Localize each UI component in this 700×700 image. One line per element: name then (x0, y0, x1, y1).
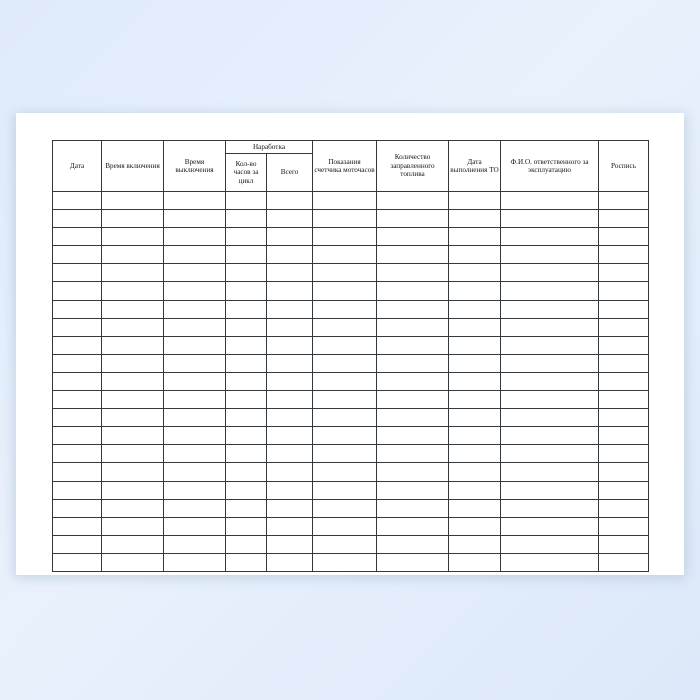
table-cell-to_date[interactable] (449, 445, 501, 463)
table-cell-to_date[interactable] (449, 463, 501, 481)
table-cell-counter[interactable] (313, 499, 377, 517)
table-cell-signature[interactable] (599, 445, 649, 463)
table-cell-responsible[interactable] (501, 553, 599, 571)
table-cell-responsible[interactable] (501, 535, 599, 553)
table-cell-counter[interactable] (313, 445, 377, 463)
table-cell-to_date[interactable] (449, 391, 501, 409)
table-cell-date[interactable] (53, 354, 102, 372)
table-cell-hours_per_cycle[interactable] (226, 427, 267, 445)
table-row (53, 228, 649, 246)
table-cell-signature[interactable] (599, 463, 649, 481)
table-cell-time_on[interactable] (102, 499, 164, 517)
table-cell-to_date[interactable] (449, 264, 501, 282)
table-cell-total[interactable] (267, 553, 313, 571)
table-cell-date[interactable] (53, 372, 102, 390)
log-table-container (52, 140, 648, 572)
header-row-group (53, 141, 649, 154)
table-cell-fuel[interactable] (377, 300, 449, 318)
col-header-narabotka-group: Наработка (226, 141, 313, 154)
table-cell-time_on[interactable] (102, 481, 164, 499)
table-cell-time_off[interactable] (164, 264, 226, 282)
table-cell-fuel[interactable] (377, 192, 449, 210)
table-cell-fuel[interactable] (377, 282, 449, 300)
table-cell-fuel[interactable] (377, 228, 449, 246)
table-cell-date[interactable] (53, 427, 102, 445)
table-cell-fuel[interactable] (377, 463, 449, 481)
table-cell-time_on[interactable] (102, 553, 164, 571)
table-cell-date[interactable] (53, 282, 102, 300)
table-row (53, 463, 649, 481)
table-cell-total[interactable] (267, 228, 313, 246)
table-cell-time_on[interactable] (102, 210, 164, 228)
table-cell-hours_per_cycle[interactable] (226, 463, 267, 481)
table-cell-total[interactable] (267, 409, 313, 427)
table-cell-time_on[interactable] (102, 372, 164, 390)
table-cell-signature[interactable] (599, 372, 649, 390)
table-row (53, 391, 649, 409)
table-cell-time_on[interactable] (102, 336, 164, 354)
table-row (53, 318, 649, 336)
table-cell-responsible[interactable] (501, 318, 599, 336)
table-cell-time_off[interactable] (164, 282, 226, 300)
table-cell-hours_per_cycle[interactable] (226, 499, 267, 517)
table-cell-counter[interactable] (313, 300, 377, 318)
table-cell-signature[interactable] (599, 481, 649, 499)
table-cell-responsible[interactable] (501, 264, 599, 282)
table-cell-date[interactable] (53, 246, 102, 264)
table-row (53, 210, 649, 228)
table-cell-to_date[interactable] (449, 481, 501, 499)
table-cell-fuel[interactable] (377, 445, 449, 463)
table-cell-time_off[interactable] (164, 318, 226, 336)
table-cell-date[interactable] (53, 336, 102, 354)
table-cell-signature[interactable] (599, 336, 649, 354)
table-cell-to_date[interactable] (449, 354, 501, 372)
table-cell-to_date[interactable] (449, 409, 501, 427)
table-cell-to_date[interactable] (449, 553, 501, 571)
table-cell-counter[interactable] (313, 228, 377, 246)
table-cell-signature[interactable] (599, 499, 649, 517)
table-cell-responsible[interactable] (501, 372, 599, 390)
table-cell-hours_per_cycle[interactable] (226, 336, 267, 354)
table-cell-responsible[interactable] (501, 192, 599, 210)
table-body (53, 192, 649, 572)
table-cell-total[interactable] (267, 264, 313, 282)
table-cell-time_off[interactable] (164, 499, 226, 517)
table-cell-signature[interactable] (599, 282, 649, 300)
table-cell-time_on[interactable] (102, 391, 164, 409)
table-cell-hours_per_cycle[interactable] (226, 228, 267, 246)
table-cell-responsible[interactable] (501, 517, 599, 535)
table-cell-fuel[interactable] (377, 210, 449, 228)
table-cell-hours_per_cycle[interactable] (226, 409, 267, 427)
table-row (53, 481, 649, 499)
col-header-responsible: Ф.И.О. ответственного за эксплуатацию (501, 141, 599, 192)
table-cell-time_off[interactable] (164, 246, 226, 264)
table-cell-time_on[interactable] (102, 318, 164, 336)
table-cell-fuel[interactable] (377, 427, 449, 445)
document-page (16, 113, 684, 575)
table-cell-signature[interactable] (599, 264, 649, 282)
table-cell-hours_per_cycle[interactable] (226, 246, 267, 264)
table-row (53, 553, 649, 571)
table-cell-responsible[interactable] (501, 499, 599, 517)
table-cell-counter[interactable] (313, 517, 377, 535)
table-cell-fuel[interactable] (377, 481, 449, 499)
table-cell-fuel[interactable] (377, 336, 449, 354)
table-cell-time_off[interactable] (164, 354, 226, 372)
table-cell-fuel[interactable] (377, 553, 449, 571)
table-cell-date[interactable] (53, 517, 102, 535)
table-cell-hours_per_cycle[interactable] (226, 391, 267, 409)
table-cell-date[interactable] (53, 535, 102, 553)
table-cell-total[interactable] (267, 535, 313, 553)
table-cell-time_off[interactable] (164, 300, 226, 318)
table-cell-counter[interactable] (313, 282, 377, 300)
table-row (53, 246, 649, 264)
table-cell-to_date[interactable] (449, 499, 501, 517)
table-row (53, 264, 649, 282)
table-cell-to_date[interactable] (449, 427, 501, 445)
table-cell-fuel[interactable] (377, 354, 449, 372)
table-cell-hours_per_cycle[interactable] (226, 192, 267, 210)
table-cell-time_on[interactable] (102, 246, 164, 264)
table-cell-time_off[interactable] (164, 192, 226, 210)
col-header-hours-per-cycle: Кол-во часов за цикл (226, 153, 267, 191)
table-cell-counter[interactable] (313, 246, 377, 264)
table-cell-signature[interactable] (599, 517, 649, 535)
table-cell-fuel[interactable] (377, 535, 449, 553)
table-cell-responsible[interactable] (501, 210, 599, 228)
table-cell-counter[interactable] (313, 463, 377, 481)
table-cell-time_off[interactable] (164, 481, 226, 499)
table-cell-fuel[interactable] (377, 391, 449, 409)
table-cell-total[interactable] (267, 372, 313, 390)
table-cell-hours_per_cycle[interactable] (226, 318, 267, 336)
table-row (53, 300, 649, 318)
table-cell-to_date[interactable] (449, 517, 501, 535)
table-cell-responsible[interactable] (501, 409, 599, 427)
col-header-signature: Роспись (599, 141, 649, 192)
table-cell-signature[interactable] (599, 553, 649, 571)
table-cell-total[interactable] (267, 282, 313, 300)
table-cell-time_off[interactable] (164, 463, 226, 481)
table-cell-hours_per_cycle[interactable] (226, 300, 267, 318)
table-cell-counter[interactable] (313, 391, 377, 409)
table-cell-counter[interactable] (313, 192, 377, 210)
table-cell-responsible[interactable] (501, 481, 599, 499)
table-cell-total[interactable] (267, 463, 313, 481)
table-cell-responsible[interactable] (501, 391, 599, 409)
table-cell-date[interactable] (53, 210, 102, 228)
table-cell-time_on[interactable] (102, 427, 164, 445)
table-cell-responsible[interactable] (501, 246, 599, 264)
table-row (53, 499, 649, 517)
table-cell-time_on[interactable] (102, 354, 164, 372)
table-cell-total[interactable] (267, 300, 313, 318)
table-cell-date[interactable] (53, 391, 102, 409)
table-cell-total[interactable] (267, 391, 313, 409)
table-cell-time_off[interactable] (164, 427, 226, 445)
table-cell-counter[interactable] (313, 210, 377, 228)
log-table (52, 140, 649, 572)
table-row (53, 192, 649, 210)
table-cell-fuel[interactable] (377, 318, 449, 336)
table-cell-signature[interactable] (599, 427, 649, 445)
table-cell-time_off[interactable] (164, 517, 226, 535)
table-cell-total[interactable] (267, 517, 313, 535)
table-row (53, 336, 649, 354)
table-cell-hours_per_cycle[interactable] (226, 210, 267, 228)
table-cell-date[interactable] (53, 499, 102, 517)
table-cell-total[interactable] (267, 192, 313, 210)
table-cell-to_date[interactable] (449, 246, 501, 264)
table-row (53, 427, 649, 445)
table-cell-counter[interactable] (313, 427, 377, 445)
table-cell-date[interactable] (53, 300, 102, 318)
table-cell-time_off[interactable] (164, 210, 226, 228)
col-header-counter: Показания счетчика моточасов (313, 141, 377, 192)
col-header-fuel: Количество заправленного топлива (377, 141, 449, 192)
table-cell-time_off[interactable] (164, 391, 226, 409)
table-head (53, 141, 649, 192)
table-cell-signature[interactable] (599, 354, 649, 372)
table-cell-signature[interactable] (599, 192, 649, 210)
table-cell-time_off[interactable] (164, 372, 226, 390)
table-cell-to_date[interactable] (449, 210, 501, 228)
table-cell-time_off[interactable] (164, 336, 226, 354)
table-cell-responsible[interactable] (501, 228, 599, 246)
table-cell-signature[interactable] (599, 300, 649, 318)
table-cell-time_on[interactable] (102, 228, 164, 246)
table-row (53, 535, 649, 553)
table-cell-date[interactable] (53, 318, 102, 336)
table-cell-hours_per_cycle[interactable] (226, 535, 267, 553)
table-cell-counter[interactable] (313, 481, 377, 499)
table-row (53, 517, 649, 535)
table-cell-total[interactable] (267, 210, 313, 228)
table-cell-time_off[interactable] (164, 535, 226, 553)
table-cell-date[interactable] (53, 228, 102, 246)
table-cell-signature[interactable] (599, 210, 649, 228)
table-cell-time_on[interactable] (102, 463, 164, 481)
table-cell-hours_per_cycle[interactable] (226, 354, 267, 372)
table-cell-total[interactable] (267, 246, 313, 264)
table-cell-signature[interactable] (599, 409, 649, 427)
table-cell-responsible[interactable] (501, 282, 599, 300)
table-cell-counter[interactable] (313, 354, 377, 372)
col-header-date: Дата (53, 141, 102, 192)
table-cell-total[interactable] (267, 481, 313, 499)
table-cell-fuel[interactable] (377, 246, 449, 264)
table-cell-time_off[interactable] (164, 445, 226, 463)
table-cell-to_date[interactable] (449, 228, 501, 246)
table-cell-to_date[interactable] (449, 336, 501, 354)
table-cell-time_on[interactable] (102, 409, 164, 427)
table-cell-hours_per_cycle[interactable] (226, 372, 267, 390)
table-cell-to_date[interactable] (449, 282, 501, 300)
table-cell-responsible[interactable] (501, 427, 599, 445)
table-cell-date[interactable] (53, 481, 102, 499)
table-cell-responsible[interactable] (501, 336, 599, 354)
table-cell-counter[interactable] (313, 264, 377, 282)
col-header-time-off: Время выключения (164, 141, 226, 192)
table-cell-time_on[interactable] (102, 282, 164, 300)
table-cell-total[interactable] (267, 354, 313, 372)
table-cell-date[interactable] (53, 445, 102, 463)
table-cell-counter[interactable] (313, 553, 377, 571)
table-cell-time_on[interactable] (102, 517, 164, 535)
table-cell-responsible[interactable] (501, 463, 599, 481)
table-cell-responsible[interactable] (501, 445, 599, 463)
table-cell-responsible[interactable] (501, 354, 599, 372)
table-cell-signature[interactable] (599, 246, 649, 264)
table-cell-hours_per_cycle[interactable] (226, 264, 267, 282)
table-cell-time_off[interactable] (164, 409, 226, 427)
table-cell-counter[interactable] (313, 336, 377, 354)
table-cell-total[interactable] (267, 318, 313, 336)
table-cell-fuel[interactable] (377, 499, 449, 517)
table-cell-date[interactable] (53, 264, 102, 282)
table-cell-total[interactable] (267, 499, 313, 517)
table-row (53, 445, 649, 463)
table-cell-time_on[interactable] (102, 445, 164, 463)
table-cell-date[interactable] (53, 409, 102, 427)
table-cell-hours_per_cycle[interactable] (226, 282, 267, 300)
table-cell-to_date[interactable] (449, 372, 501, 390)
table-cell-time_on[interactable] (102, 535, 164, 553)
table-cell-total[interactable] (267, 427, 313, 445)
table-cell-fuel[interactable] (377, 409, 449, 427)
table-cell-total[interactable] (267, 445, 313, 463)
table-cell-hours_per_cycle[interactable] (226, 445, 267, 463)
table-cell-time_on[interactable] (102, 192, 164, 210)
table-cell-hours_per_cycle[interactable] (226, 517, 267, 535)
table-cell-signature[interactable] (599, 228, 649, 246)
table-row (53, 372, 649, 390)
table-cell-date[interactable] (53, 192, 102, 210)
table-cell-date[interactable] (53, 463, 102, 481)
table-row (53, 282, 649, 300)
table-cell-fuel[interactable] (377, 517, 449, 535)
table-cell-signature[interactable] (599, 535, 649, 553)
table-cell-to_date[interactable] (449, 535, 501, 553)
table-cell-responsible[interactable] (501, 300, 599, 318)
table-cell-counter[interactable] (313, 409, 377, 427)
table-cell-to_date[interactable] (449, 318, 501, 336)
table-cell-hours_per_cycle[interactable] (226, 481, 267, 499)
table-cell-total[interactable] (267, 336, 313, 354)
table-cell-to_date[interactable] (449, 300, 501, 318)
table-cell-signature[interactable] (599, 318, 649, 336)
table-cell-counter[interactable] (313, 535, 377, 553)
col-header-total: Всего (267, 153, 313, 191)
table-cell-signature[interactable] (599, 391, 649, 409)
table-cell-counter[interactable] (313, 318, 377, 336)
table-cell-time_on[interactable] (102, 300, 164, 318)
table-cell-fuel[interactable] (377, 264, 449, 282)
table-row (53, 409, 649, 427)
table-cell-to_date[interactable] (449, 192, 501, 210)
table-cell-time_off[interactable] (164, 228, 226, 246)
table-row (53, 354, 649, 372)
col-header-time-on: Время включения (102, 141, 164, 192)
table-cell-counter[interactable] (313, 372, 377, 390)
table-cell-hours_per_cycle[interactable] (226, 553, 267, 571)
table-cell-time_on[interactable] (102, 264, 164, 282)
col-header-to-date: Дата выполнения ТО (449, 141, 501, 192)
table-cell-date[interactable] (53, 553, 102, 571)
table-cell-time_off[interactable] (164, 553, 226, 571)
table-cell-fuel[interactable] (377, 372, 449, 390)
